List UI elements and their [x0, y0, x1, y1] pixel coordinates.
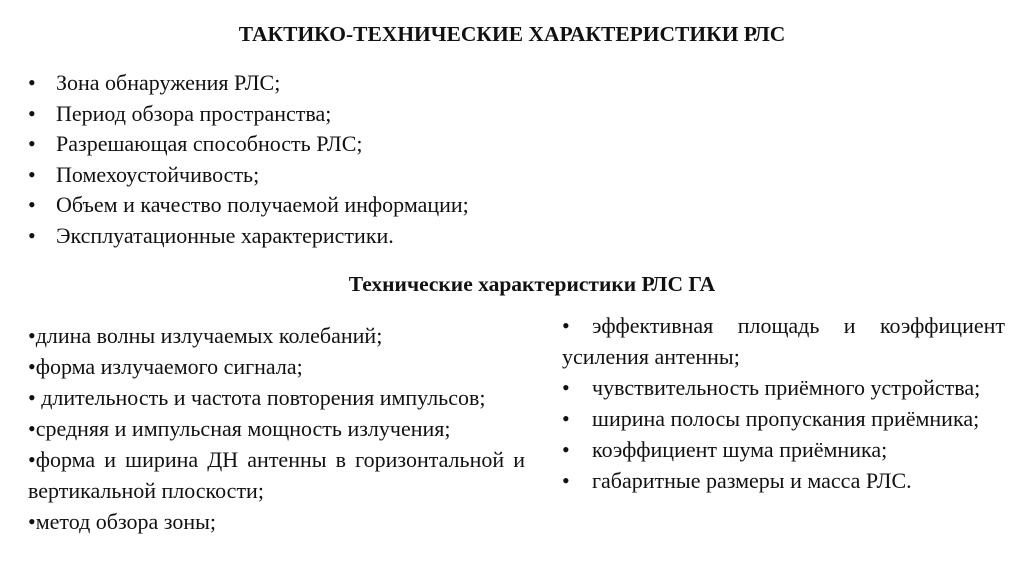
list-item: [562, 310, 1005, 372]
list-item: • длительность и частота повторения импульсов;: [28, 385, 486, 410]
bullet-icon: •: [562, 468, 570, 493]
bullet-icon: •: [28, 131, 36, 156]
list-item-text: чувствительность приёмного устройства;: [592, 375, 981, 400]
slide-title: ТАКТИКО-ТЕХНИЧЕСКИЕ ХАРАКТЕРИСТИКИ РЛС: [238, 22, 786, 46]
list-item: •средняя и импульсная мощность излучения;: [28, 416, 451, 441]
list-item: [28, 99, 469, 130]
list-item-text: Эксплуатационные характеристики.: [56, 222, 394, 248]
list-item: [28, 160, 469, 191]
list-item: •длина волны излучаемых колебаний;: [28, 323, 383, 348]
list-item-text: Помехоустойчивость;: [56, 161, 260, 187]
list-item: •форма излучаемого сигнала;: [28, 354, 303, 379]
list-item-text: ширина полосы пропускания приёмника;: [592, 406, 980, 431]
technical-list-right: [562, 310, 1005, 496]
section-subtitle: Технические характеристики РЛС ГА: [348, 272, 716, 296]
list-item-text: габаритные размеры и масса РЛС.: [592, 468, 912, 493]
bullet-icon: •: [562, 313, 570, 338]
bullet-icon: •: [28, 222, 36, 248]
list-item: [562, 403, 1005, 434]
list-item-text: коэффициент шума приёмника;: [592, 437, 888, 462]
bullet-icon: •: [28, 100, 36, 126]
list-item: [562, 465, 1005, 496]
list-item-text: Зона обнаружения РЛС;: [56, 70, 281, 95]
bullet-icon: •: [28, 70, 36, 95]
list-item: [28, 68, 469, 99]
list-item: [562, 372, 1005, 403]
list-item-text: Объем и качество получаемой информации;: [56, 192, 469, 217]
list-item: [28, 190, 469, 221]
list-item-text: Период обзора пространства;: [56, 100, 332, 126]
list-item-text: Разрешающая способность РЛС;: [56, 131, 363, 156]
bullet-icon: •: [562, 375, 570, 400]
list-item: [562, 434, 1005, 465]
bullet-icon: •: [562, 406, 570, 431]
bullet-icon: •: [28, 192, 36, 217]
list-item: •форма и ширина ДН антенны в горизонтальной и вертикальной плоскости;: [28, 447, 525, 503]
tactical-characteristics-list: [28, 68, 469, 251]
list-item: [28, 221, 469, 252]
bullet-icon: •: [28, 161, 36, 187]
list-item: •метод обзора зоны;: [28, 509, 217, 534]
list-item: [28, 129, 469, 160]
technical-list-left: [28, 320, 525, 537]
list-item-text: эффективная площадь и коэффициент усиления антенны;: [562, 313, 1005, 369]
bullet-icon: •: [562, 437, 570, 462]
